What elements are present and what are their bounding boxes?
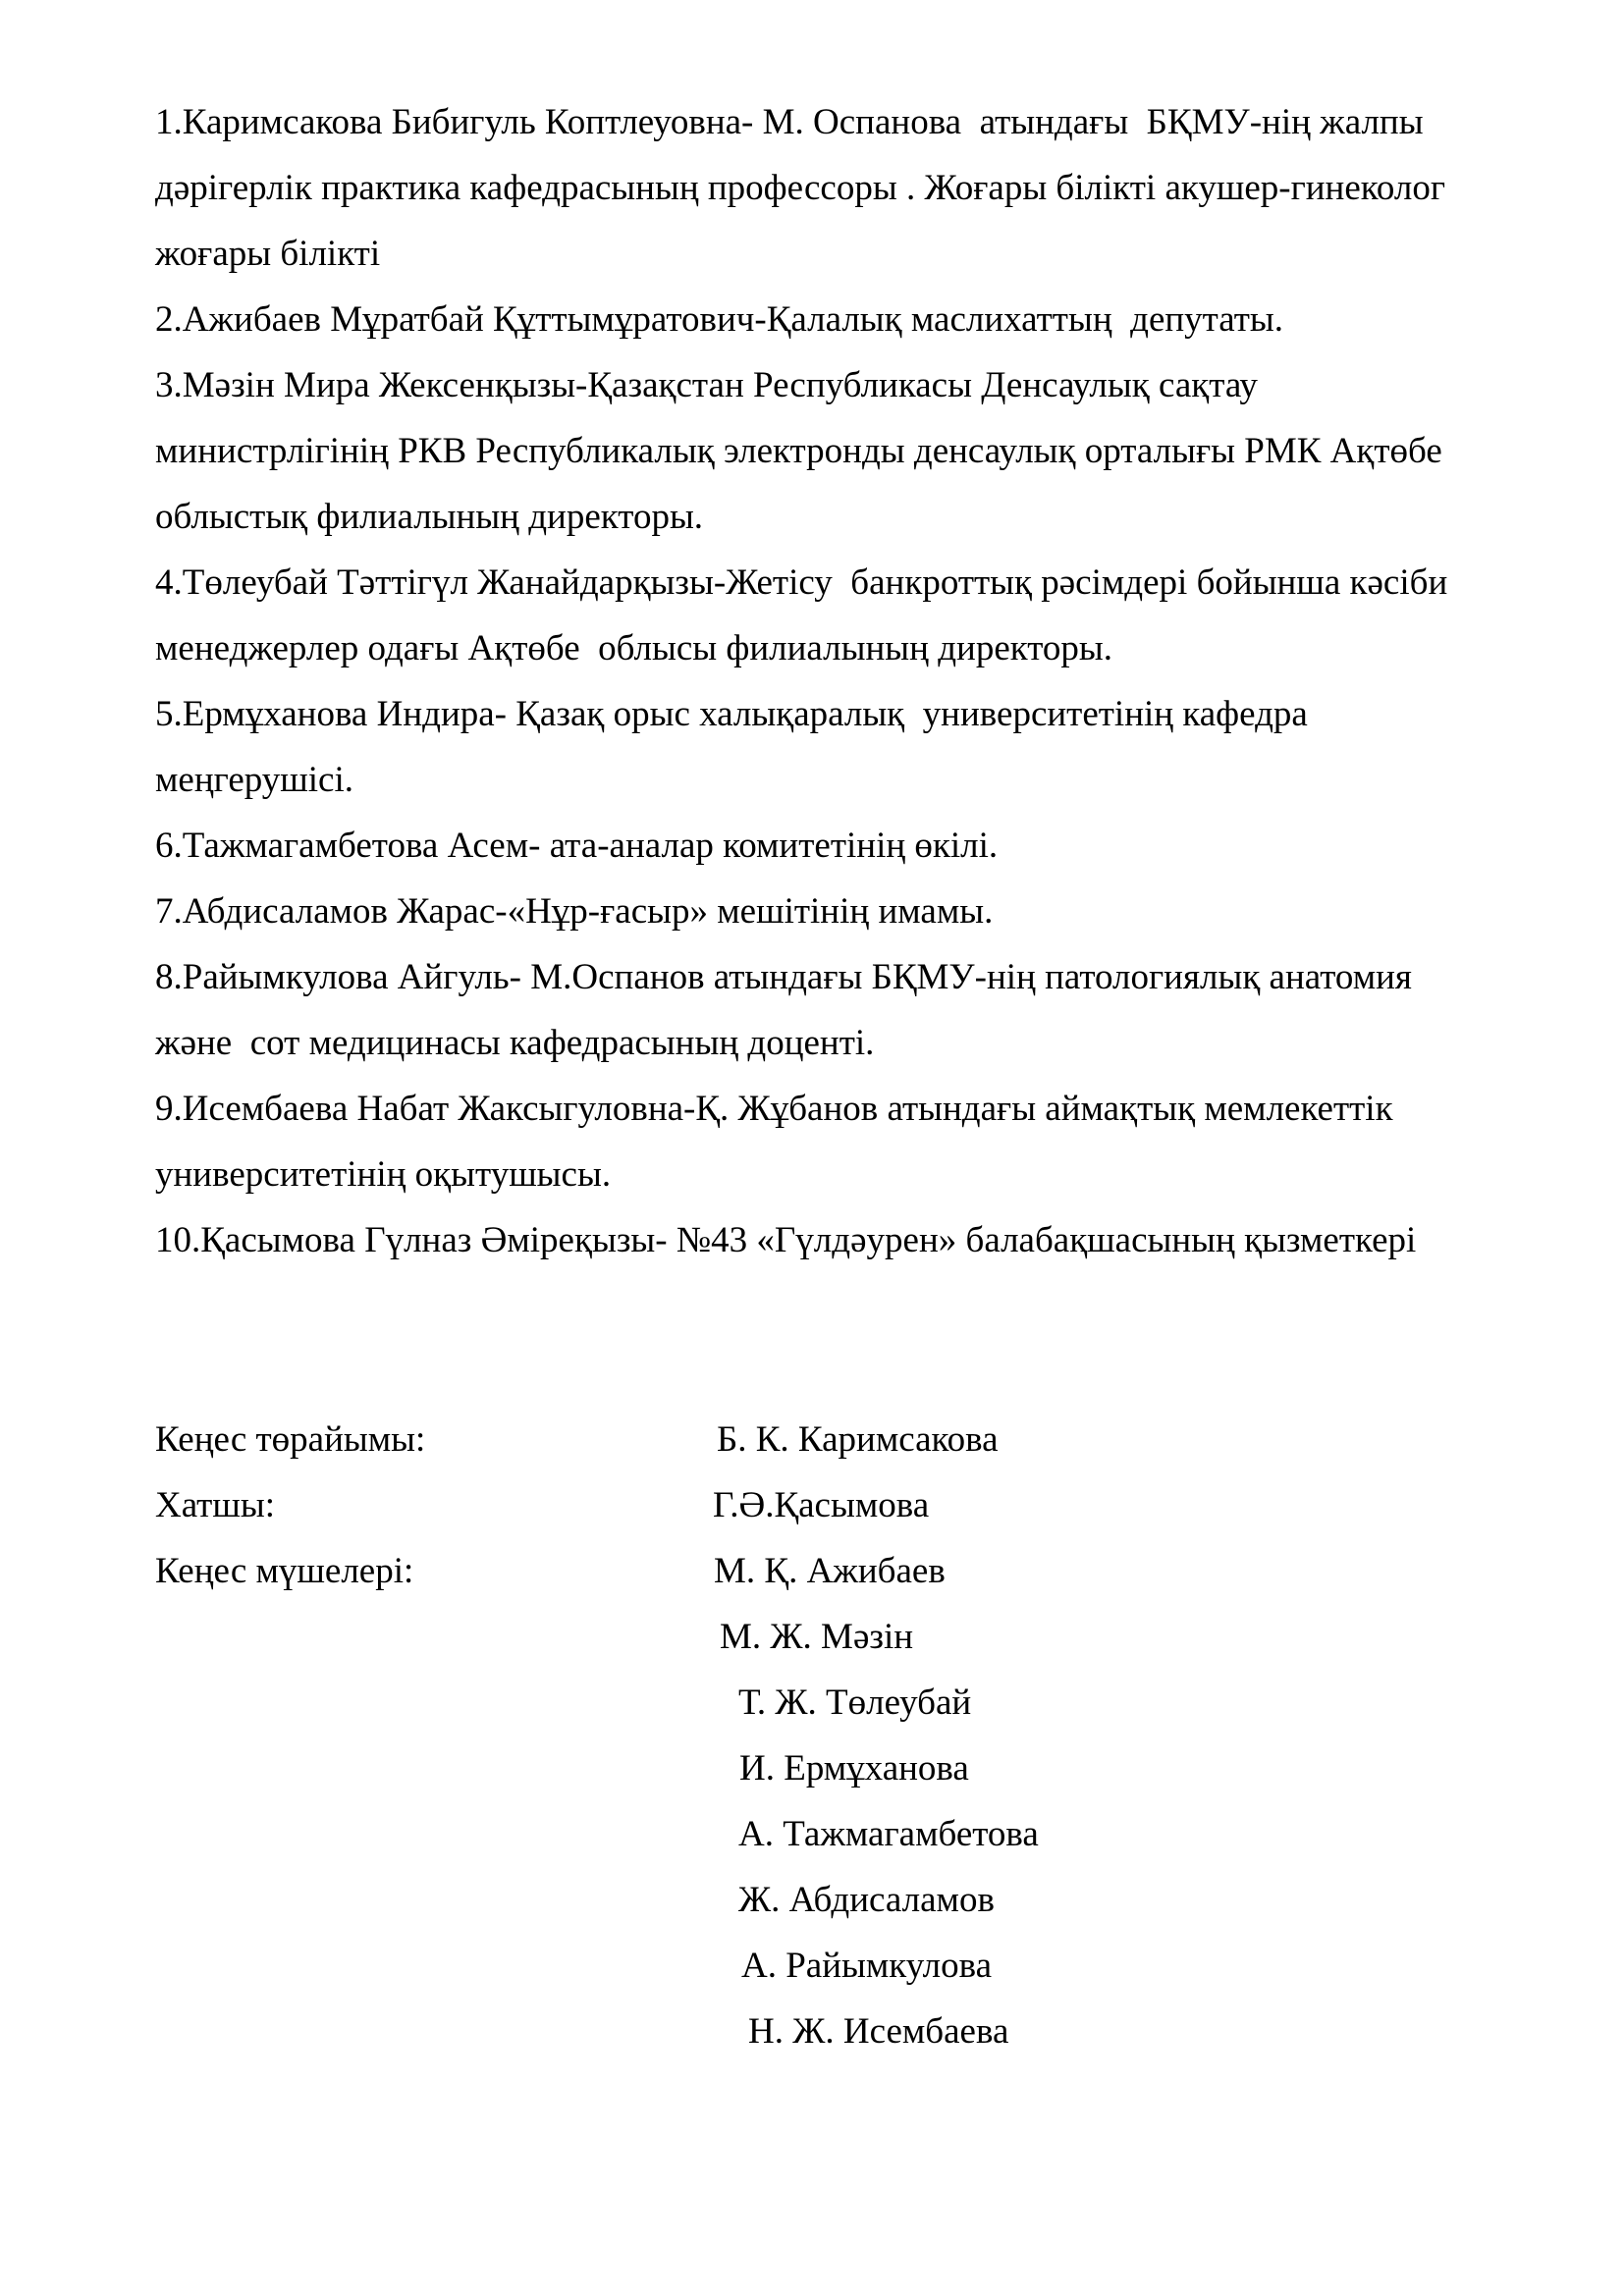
list-item-line: университетінің оқытушысы. xyxy=(155,1154,612,1195)
list-item-line: министрлігінің РКВ Республикалық электронды денсаулық орталығы РМК Ақтөбе xyxy=(155,431,1442,471)
member-signature: И. Ермұханова xyxy=(739,1748,969,1789)
member-signature: Ж. Абдисаламов xyxy=(738,1880,995,1920)
list-item-line: 4.Төлеубай Тәттігүл Жанайдарқызы-Жетісу банкроттық рәсімдері бойынша кәсіби xyxy=(155,562,1448,603)
member-signature: М. Қ. Ажибаев xyxy=(714,1551,946,1591)
list-item-line: және сот медицинасы кафедрасының доценті. xyxy=(155,1023,875,1063)
member-signature: А. Райымкулова xyxy=(741,1946,992,1986)
member-signature: А. Тажмагамбетова xyxy=(738,1814,1039,1854)
secretary-name: Г.Ә.Қасымова xyxy=(713,1485,930,1525)
list-item-line: 1.Каримсакова Бибигуль Коптлеуовна- М. Оспанова атындағы БҚМУ-нің жалпы xyxy=(155,102,1424,142)
member-signature: Т. Ж. Төлеубай xyxy=(738,1682,972,1723)
member-signature: М. Ж. Мәзін xyxy=(720,1617,914,1657)
list-item-line: дәрігерлік практика кафедрасының профессоры . Жоғары білікті акушер-гинеколог xyxy=(155,168,1446,208)
list-item-line: 3.Мәзін Мира Жексенқызы-Қазақстан Республикасы Денсаулық сақтау xyxy=(155,365,1258,405)
list-item-line: 8.Райымкулова Айгуль- М.Оспанов атындағы БҚМУ-нің патологиялық анатомия xyxy=(155,957,1412,997)
list-item-line: 7.Абдисаламов Жарас-«Нұр-ғасыр» мешітінің имамы. xyxy=(155,891,994,932)
list-item-line: жоғары білікті xyxy=(155,234,381,274)
list-item-line: 9.Исембаева Набат Жаксыгуловна-Қ. Жұбанов атындағы аймақтық мемлекеттік xyxy=(155,1089,1393,1129)
list-item-line: менеджерлер одағы Ақтөбе облысы филиалының директоры. xyxy=(155,628,1113,668)
list-item-line: 5.Ермұханова Индира- Қазақ орыс халықаралық университетінің кафедра xyxy=(155,694,1308,734)
list-item-line: меңгерушісі. xyxy=(155,760,353,800)
secretary-label: Хатшы: xyxy=(155,1485,275,1525)
list-item-line: облыстық филиалының директоры. xyxy=(155,497,704,537)
list-item-line: 10.Қасымова Гүлназ Әмірeқызы- №43 «Гүлдәурен» балабақшасының қызметкері xyxy=(155,1220,1417,1260)
list-item-line: 6.Тажмагамбетова Асем- ата-аналар комитетінің өкілі. xyxy=(155,826,999,866)
member-signature: Н. Ж. Исембаева xyxy=(748,2011,1009,2052)
chair-name: Б. К. Каримсакова xyxy=(717,1419,999,1460)
members-label: Кеңес мүшелері: xyxy=(155,1551,414,1591)
chair-label: Кеңес төрайымы: xyxy=(155,1419,426,1460)
list-item-line: 2.Ажибаев Мұратбай Құттымұратович-Қалалық маслихаттың депутаты. xyxy=(155,299,1284,340)
